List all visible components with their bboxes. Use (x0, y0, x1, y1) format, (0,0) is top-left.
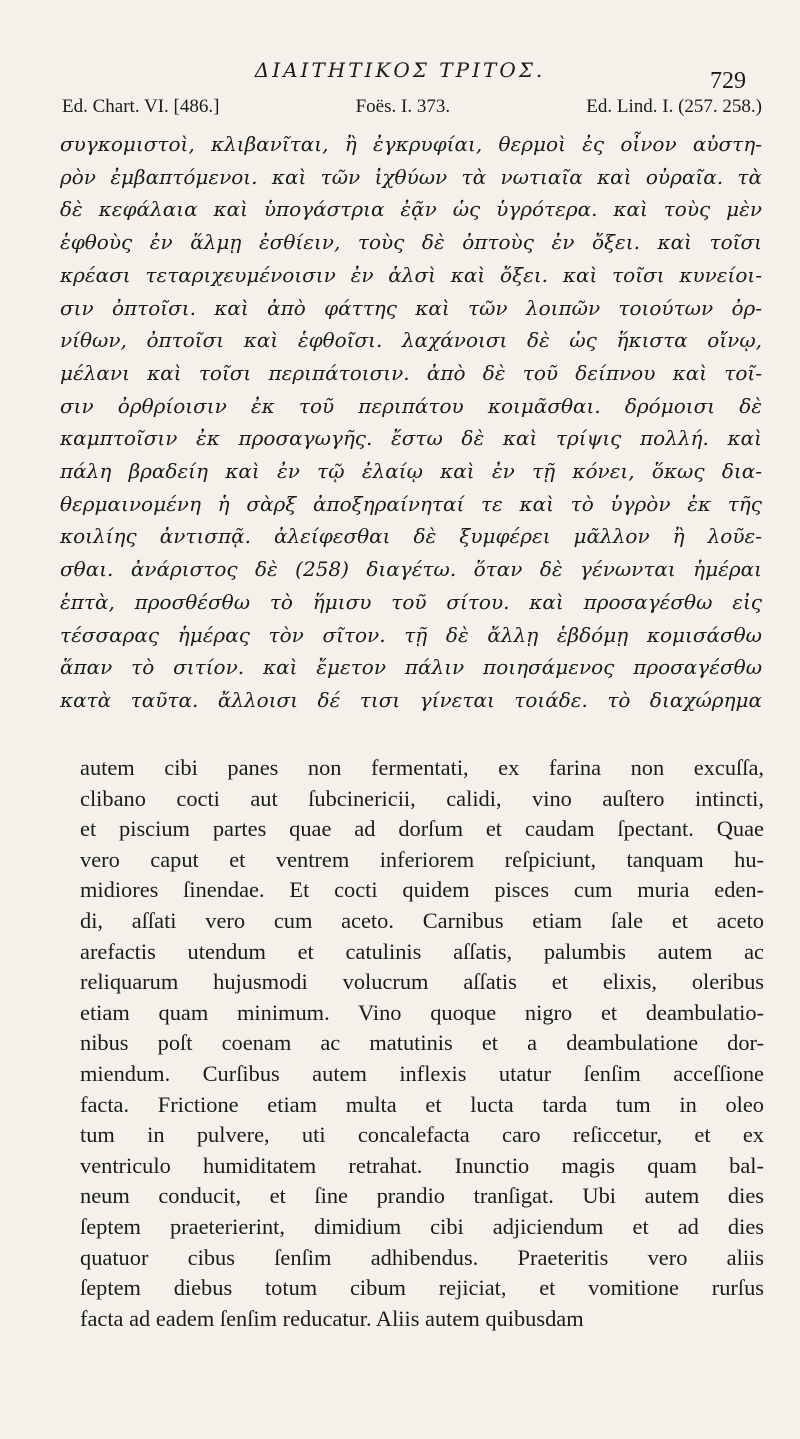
greek-text-line: τέσσαρας ἡμέρας τὸν σῖτον. τῇ δὲ ἄλλῃ ἑβδόμῃ κομισάσθω (60, 622, 762, 647)
greek-text-line: κατὰ ταῦτα. ἄλλοισι δέ τισι γίνεται τοιάδε. τὸ διαχώρημα (60, 687, 762, 712)
latin-text-line: neum conducit, et ſine prandio tranſigat. Ubi autem dies (80, 1183, 764, 1209)
edition-ref-foes: Foës. I. 373. (355, 96, 451, 117)
running-title: ΔΙΑΙΤΗΤΙΚΟΣ ΤΡΙΤΟΣ. (254, 58, 546, 82)
latin-text-line: ventriculo humiditatem retrahat. Inunctio magis quam bal- (80, 1152, 764, 1178)
latin-text-line: etiam quam minimum. Vino quoque nigro et deambulatio- (80, 999, 764, 1025)
greek-text-line: νίθων, ὀπτοῖσι καὶ ἑφθοῖσι. λαχάνοισι δὲ ὡς ἥκιστα οἴνῳ, (60, 328, 762, 353)
greek-text-line: σθαι. ἀνάριστος δὲ (258) διαγέτω. ὅταν δὲ γένωνται ἡμέραι (60, 557, 762, 582)
edition-ref-lind: Ed. Lind. I. (257. 258.) (586, 96, 762, 117)
latin-text-block (80, 753, 764, 1334)
greek-text-line: σιν ὀρθρίοισιν ἐκ τοῦ περιπάτου κοιμᾶσθαι. δρόμοισι δὲ (60, 393, 762, 418)
latin-text-line: quatuor cibus ſenſim adhibendus. Praeteritis vero aliis (80, 1244, 764, 1270)
latin-text-line: facta. Frictione etiam multa et lucta tarda tum in oleo (80, 1091, 764, 1117)
latin-text-line: midiores ſinendae. Et cocti quidem pisces cum muria eden- (80, 877, 764, 903)
latin-text-line: ſeptem praeterierint, dimidium cibi adjiciendum et ad dies (80, 1213, 764, 1239)
latin-text-line: arefactis utendum et catulinis aſſatis, palumbis autem ac (80, 938, 764, 964)
latin-text-line: autem cibi panes non fermentati, ex farina non excuſſa, (80, 755, 764, 780)
greek-text-line: κρέασι τεταριχευμένοισιν ἐν ἁλσὶ καὶ ὄξει. καὶ τοῖσι κυνείοι- (60, 262, 762, 287)
page-number: 729 (710, 68, 746, 94)
greek-text-line: συγκομιστοὶ, κλιβανῖται, ἢ ἐγκρυφίαι, θερμοὶ ἐς οἶνον αὐστη- (60, 132, 762, 156)
latin-text-line: ſeptem diebus totum cibum rejiciat, et vomitione rurſus (80, 1275, 764, 1301)
greek-text-line: θερμαινομένη ἡ σὰρξ ἀποξηραίνηταί τε καὶ τὸ ὑγρὸν ἐκ τῆς (60, 491, 762, 516)
greek-text-line: καμπτοῖσιν ἐκ προσαγωγῆς. ἔστω δὲ καὶ τρίψις πολλή. καὶ (60, 426, 762, 451)
greek-text-line: ἑφθοὺς ἐν ἅλμῃ ἐσθίειν, τοὺς δὲ ὀπτοὺς ἐν ὄξει. καὶ τοῖσι (60, 230, 762, 255)
edition-references (62, 96, 762, 118)
greek-text-line: μέλανι καὶ τοῖσι περιπάτοισιν. ἀπὸ δὲ τοῦ δείπνου καὶ τοῖ- (60, 360, 762, 385)
latin-text-line: reliquarum hujusmodi volucrum aſſatis et elixis, oleribus (80, 969, 764, 995)
latin-text-line: nibus poſt coenam ac matutinis et a deambulatione dor- (80, 1030, 764, 1056)
latin-text-line: vero caput et ventrem inferiorem reſpiciunt, tanquam hu- (80, 846, 764, 872)
latin-text-line: tum in pulvere, uti concalefacta caro reſiccetur, et ex (80, 1122, 764, 1148)
greek-text-line: κοιλίης ἀντισπᾷ. ἀλείφεσθαι δὲ ξυμφέρει μᾶλλον ἢ λοῦε- (60, 524, 762, 549)
greek-text-line: σιν ὀπτοῖσι. καὶ ἀπὸ φάττης καὶ τῶν λοιπῶν τοιούτων ὀρ- (60, 295, 762, 320)
latin-text-line: clibano cocti aut ſubcinericii, calidi, vino auſtero intincti, (80, 785, 764, 811)
greek-text-line: δὲ κεφάλαια καὶ ὑπογάστρια ἐᾷν ὡς ὑγρότερα. καὶ τοὺς μὲν (60, 197, 762, 222)
greek-text-line: ἅπαν τὸ σιτίον. καὶ ἔμετον πάλιν ποιησάμενος προσαγέσθω (60, 655, 762, 680)
latin-text-line: facta ad eadem ſenſim reducatur. Aliis autem quibusdam (80, 1305, 584, 1331)
greek-text-line: πάλη βραδείη καὶ ἐν τῷ ἐλαίῳ καὶ ἐν τῇ κόνει, ὅκως δια- (60, 459, 762, 484)
latin-text-line: et piscium partes quae ad dorſum et caudam ſpectant. Quae (80, 816, 764, 842)
greek-text-line: ρὸν ἐμβαπτόμενοι. καὶ τῶν ἰχθύων τὰ νωτιαῖα καὶ οὐραῖα. τὰ (60, 164, 762, 189)
latin-text-line: miendum. Curſibus autem inflexis utatur ſenſim acceſſione (80, 1060, 764, 1086)
edition-ref-chartier: Ed. Chart. VI. [486.] (62, 96, 220, 117)
greek-text-line: ἑπτὰ, προσθέσθω τὸ ἥμισυ τοῦ σίτου. καὶ προσαγέσθω εἰς (60, 589, 762, 614)
latin-text-line: di, aſſati vero cum aceto. Carnibus etiam ſale et aceto (80, 907, 764, 933)
greek-text-block (60, 128, 762, 717)
